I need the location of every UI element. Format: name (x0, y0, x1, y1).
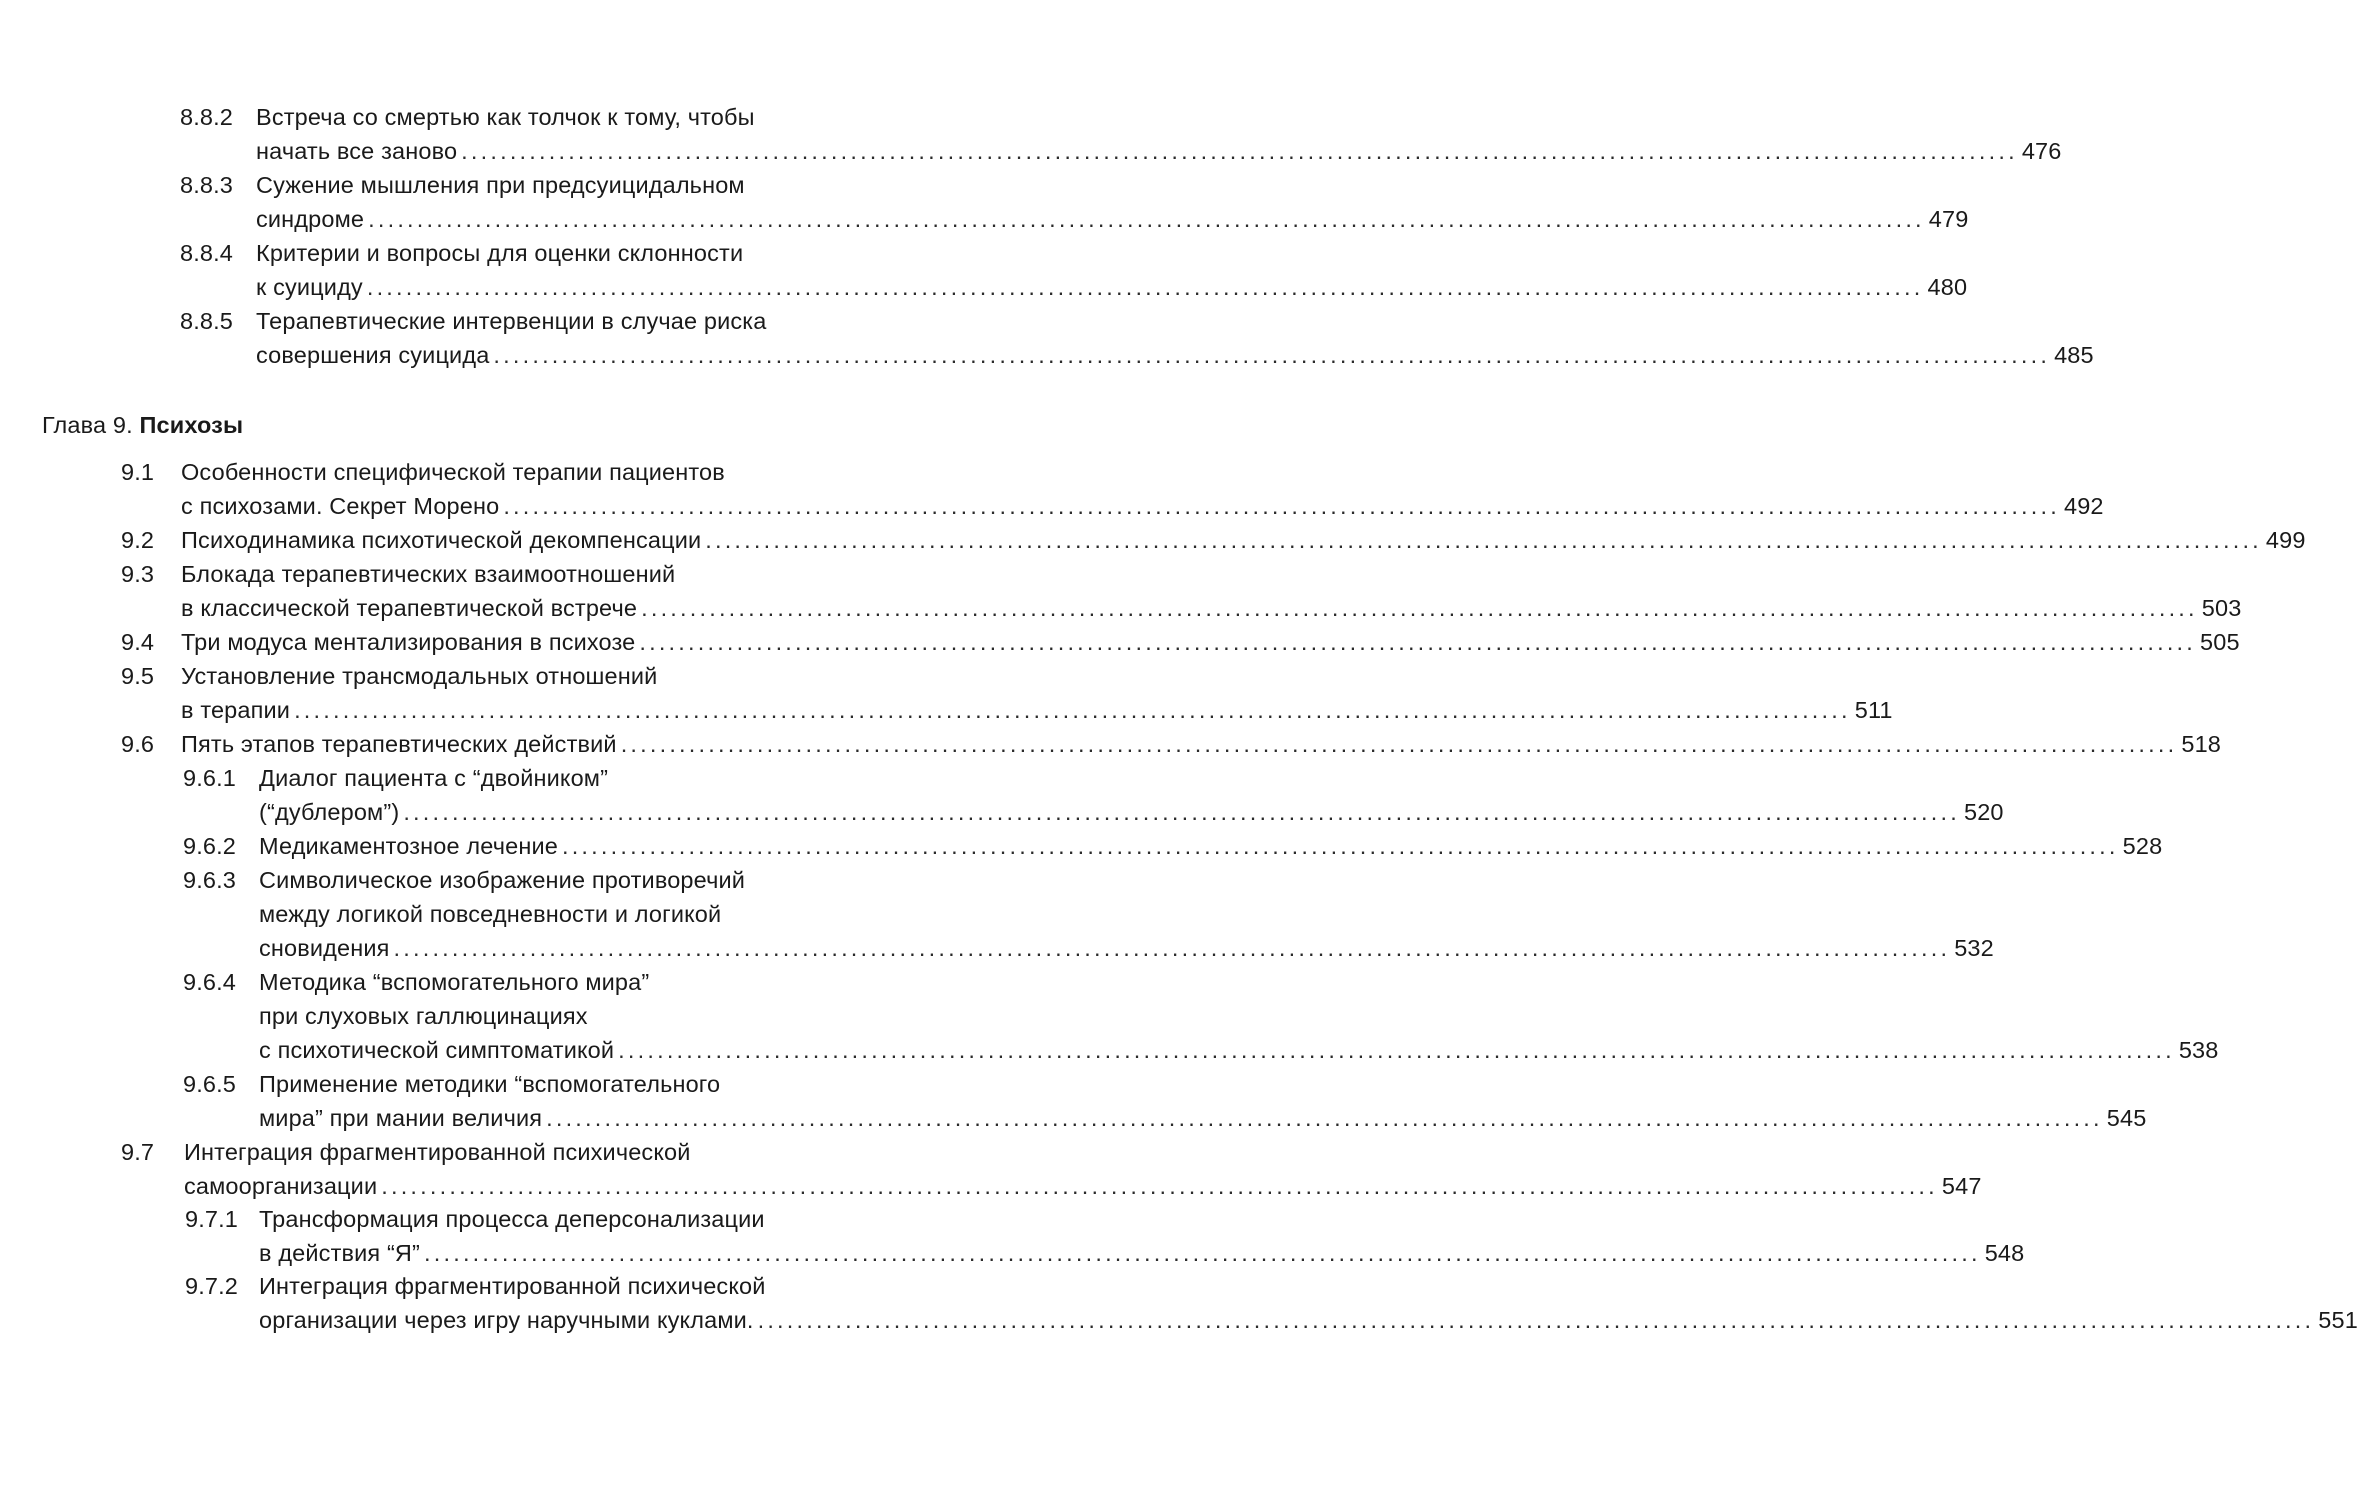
dot-leader: ................................................................................................................................................................ (366, 274, 1924, 300)
toc-entry-line-text: Сужение мышления при предсуицидальном (256, 172, 745, 198)
toc-entry-number: 9.6 (121, 731, 155, 757)
dot-leader: ................................................................................................................................................................ (294, 697, 1851, 723)
toc-entry-line-text: между логикой повседневности и логикой (259, 901, 722, 927)
toc-entry-number: 9.6.1 (183, 765, 237, 791)
toc-entry-line (259, 829, 2163, 863)
toc-entry-line-text: совершения суицида (256, 342, 490, 368)
toc-entry-page-number: 476 (2021, 138, 2062, 164)
toc-entry-line-text: организации через игру наручными куклами. (259, 1307, 754, 1333)
toc-entry-page-number: 528 (2122, 833, 2163, 859)
toc-entry-title (256, 304, 2094, 372)
toc-entry-line (181, 455, 856, 489)
toc-entry-number: 9.7.2 (185, 1273, 239, 1299)
toc-entry-line-text: в классической терапевтической встрече (181, 595, 638, 621)
toc-entry-line (181, 591, 2242, 625)
toc-entry-line (259, 761, 856, 795)
toc-entry-title (259, 1269, 2358, 1337)
toc-entry-line-text: к суициду (256, 274, 363, 300)
toc-entry-line-text: начать все заново (256, 138, 458, 164)
toc-entry-line (184, 1169, 1982, 1203)
toc-entry-line (259, 1033, 2219, 1067)
toc-entry-line (259, 897, 856, 931)
dot-leader: ................................................................................................................................................................ (705, 527, 2262, 553)
dot-leader: ................................................................................................................................................................ (561, 833, 2119, 859)
dot-leader: ................................................................................................................................................................ (546, 1105, 2103, 1131)
dot-leader: ................................................................................................................................................................ (503, 493, 2060, 519)
toc-entry-line-text: сновидения (259, 935, 390, 961)
toc-entry-page-number: 503 (2201, 595, 2242, 621)
toc-entry-line (256, 236, 856, 270)
toc-entry-line-text: Терапевтические интервенции в случае риска (256, 308, 767, 334)
toc-entry-page-number: 480 (1927, 274, 1968, 300)
toc-entry-line (181, 625, 2240, 659)
toc-entry-line (181, 489, 2104, 523)
toc-entry-title (259, 965, 2219, 1067)
toc-entry-title (256, 168, 1969, 236)
toc-entry-number: 9.5 (121, 663, 155, 689)
toc-entry-number: 9.4 (121, 629, 155, 655)
toc-entry-number: 9.6.3 (183, 867, 237, 893)
toc-entry-line-text: в терапии (181, 697, 291, 723)
dot-leader: ................................................................................................................................................................ (757, 1307, 2315, 1333)
toc-entry-title (259, 1067, 2147, 1135)
toc-entry-page-number: 499 (2265, 527, 2306, 553)
dot-leader: ................................................................................................................................................................ (403, 799, 1960, 825)
dot-leader: ................................................................................................................................................................ (618, 1037, 2175, 1063)
toc-entry-page-number: 492 (2063, 493, 2104, 519)
toc-entry-line (259, 965, 856, 999)
dot-leader: ................................................................................................................................................................ (620, 731, 2178, 757)
dot-leader: ................................................................................................................................................................ (641, 595, 2198, 621)
toc-entry-line (256, 100, 856, 134)
toc-entry-page-number: 520 (1963, 799, 2004, 825)
toc-entry-page-number: 547 (1941, 1173, 1982, 1199)
dot-leader: ................................................................................................................................................................ (639, 629, 2197, 655)
toc-entry-line (259, 1236, 2025, 1270)
toc-entry-line-text: в действия “Я” (259, 1240, 421, 1266)
toc-entry-line-text: при слуховых галлюцинациях (259, 1003, 588, 1029)
toc-entry-page-number: 532 (1954, 935, 1994, 961)
toc-entry-page-number: 545 (2106, 1105, 2147, 1131)
dot-leader: ................................................................................................................................................................ (424, 1240, 1981, 1266)
toc-entry-line-text: синдроме (256, 206, 365, 232)
toc-entry-line (256, 168, 856, 202)
dot-leader: ................................................................................................................................................................ (381, 1173, 1938, 1199)
toc-entry-line (256, 134, 2062, 168)
toc-entry-page-number: 551 (2318, 1307, 2358, 1333)
toc-entry-line (259, 1303, 2358, 1337)
toc-entry-page-number: 485 (2054, 342, 2094, 368)
dot-leader: ................................................................................................................................................................ (493, 342, 2051, 368)
toc-entry-line (259, 931, 1994, 965)
toc-entry-line (181, 727, 2222, 761)
toc-entry-line (181, 523, 2306, 557)
toc-entry-title (181, 625, 2240, 659)
toc-entry-page-number: 479 (1928, 206, 1969, 232)
toc-entry-title (259, 829, 2163, 863)
toc-entry-number: 8.8.5 (180, 308, 234, 334)
toc-entry-line (259, 1067, 856, 1101)
toc-entry-line-text: мира” при мании величия (259, 1105, 543, 1131)
toc-entry-line-text: Пять этапов терапевтических действий (181, 731, 617, 757)
toc-entry-number: 9.3 (121, 561, 155, 587)
toc-entry-title (181, 455, 2104, 523)
toc-entry-title (181, 659, 1893, 727)
toc-entry-line (181, 557, 856, 591)
toc-entry-line (259, 1202, 858, 1236)
toc-entry-page-number: 548 (1984, 1240, 2025, 1266)
toc-entry-title (184, 1135, 1982, 1203)
toc-entry-line-text: Применение методики “вспомогательного (259, 1071, 721, 1097)
toc-entry-line (181, 659, 856, 693)
toc-entry-title (259, 761, 2004, 829)
toc-entry-line-text: с психозами. Секрет Морено (181, 493, 500, 519)
toc-entry-title (256, 236, 1968, 304)
dot-leader: ................................................................................................................................................................ (461, 138, 2018, 164)
toc-entry-line-text: Трансформация процесса деперсонализации (259, 1206, 765, 1232)
toc-entry-title (181, 523, 2306, 557)
toc-entry-line-text: с психотической симптоматикой (259, 1037, 615, 1063)
dot-leader: ................................................................................................................................................................ (368, 206, 1925, 232)
toc-entry-line (256, 270, 1968, 304)
toc-entry-number: 9.1 (121, 459, 155, 485)
toc-entry-line (259, 999, 856, 1033)
toc-entry-line-text: самоорганизации (184, 1173, 378, 1199)
dot-leader: ................................................................................................................................................................ (393, 935, 1951, 961)
toc-entry-line (256, 304, 856, 338)
toc-entry-title (256, 100, 2062, 168)
toc-entry-number: 8.8.2 (180, 104, 234, 130)
toc-entry-line (259, 1101, 2147, 1135)
toc-entry-line (259, 1269, 858, 1303)
toc-entry-number: 9.6.5 (183, 1071, 237, 1097)
toc-entry-line-text: Диалог пациента с “двойником” (259, 765, 609, 791)
chapter-title: Психозы (139, 412, 244, 438)
toc-entry-line-text: Методика “вспомогательного мира” (259, 969, 650, 995)
toc-entry-line-text: Встреча со смертью как толчок к тому, чтобы (256, 104, 755, 130)
toc-entry-number: 9.6.2 (183, 833, 237, 859)
toc-entry-line-text: Символическое изображение противоречий (259, 867, 746, 893)
toc-entry-line-text: Три модуса ментализирования в психозе (181, 629, 636, 655)
toc-entry-page-number: 511 (1854, 697, 1893, 723)
toc-entry-line-text: Интеграция фрагментированной психической (184, 1139, 691, 1165)
toc-entry-line-text: Установление трансмодальных отношений (181, 663, 658, 689)
toc-entry-number: 8.8.3 (180, 172, 234, 198)
toc-entry-number: 9.7.1 (185, 1206, 239, 1232)
chapter-heading (42, 408, 243, 442)
toc-entry-number: 9.7 (121, 1139, 155, 1165)
toc-entry-line-text: Блокада терапевтических взаимоотношений (181, 561, 676, 587)
toc-entry-title (181, 727, 2222, 761)
toc-entry-number: 9.2 (121, 527, 155, 553)
toc-entry-line (256, 338, 2094, 372)
toc-entry-line-text: Медикаментозное лечение (259, 833, 558, 859)
toc-entry-number: 8.8.4 (180, 240, 234, 266)
toc-entry-line (181, 693, 1893, 727)
toc-entry-line-text: Интеграция фрагментированной психической (259, 1273, 766, 1299)
toc-entry-title (181, 557, 2242, 625)
toc-entry-number: 9.6.4 (183, 969, 237, 995)
chapter-prefix: Глава 9. (42, 412, 133, 438)
toc-entry-line-text: (“дублером”) (259, 799, 400, 825)
toc-entry-title (259, 863, 1994, 965)
toc-entry-page-number: 505 (2200, 629, 2240, 655)
toc-entry-page-number: 518 (2181, 731, 2222, 757)
toc-entry-line (259, 863, 856, 897)
toc-entry-page-number: 538 (2178, 1037, 2219, 1063)
toc-entry-line-text: Особенности специфической терапии пациентов (181, 459, 725, 485)
toc-entry-line-text: Критерии и вопросы для оценки склонности (256, 240, 744, 266)
toc-entry-line (256, 202, 1969, 236)
toc-entry-title (259, 1202, 2025, 1270)
toc-entry-line (259, 795, 2004, 829)
toc-entry-line (184, 1135, 858, 1169)
toc-entry-line-text: Психодинамика психотической декомпенсации (181, 527, 702, 553)
